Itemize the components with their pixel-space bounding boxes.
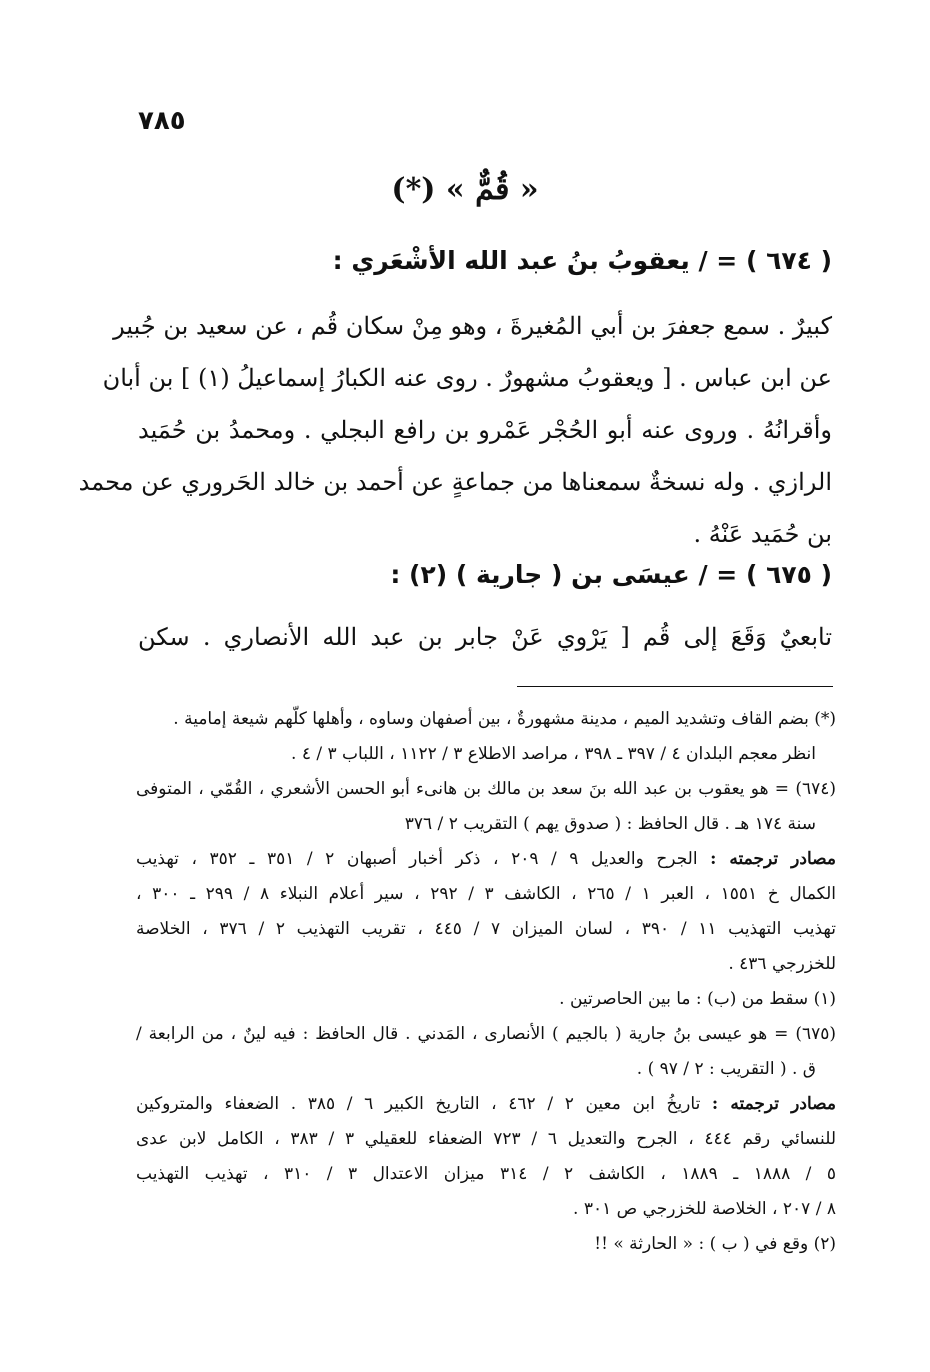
sources-label: مصادر ترجمته : <box>711 1094 836 1114</box>
section-title: « قُمٌّ » (*) <box>391 172 539 207</box>
footnote-line: ق . ( التقريب : ٢ / ٩٧ ) . <box>636 1059 816 1079</box>
footnote-line: الكمال خ ١٥٥١ ، العبر ١ / ٢٦٥ ، الكاشف ٣ / ٢٩٢ ، سير أعلام النبلاء ٨ / ٢٩٩ ـ ٣٠٠ ، <box>136 884 836 904</box>
body-line: عن ابن عباس . [ ويعقوبُ مشهورٌ . روى عنه الكبارُ إسماعيلُ (١) ] بن أبان <box>102 364 832 392</box>
body-line: وأقرانُهُ . وروى عنه أبو الحُجْر عَمْرو بن رافع البجلي . ومحمدُ بن حُمَيد <box>138 416 832 444</box>
footnote-text: تاريخُ ابن معين ٢ / ٤٦٢ ، التاريخ الكبير ٦ / ٣٨٥ . الضعفاء والمتروكين <box>136 1094 712 1114</box>
footnote-line: (٦٧٥) = هو عيسى بنُ جارية ( بالجيم ) الأنصارى ، المَدني . قال الحافظ : فيه لينٌ ، من الرابعة / <box>136 1024 836 1044</box>
footnote-divider <box>517 686 833 687</box>
footnote-line: للخزرجي ٤٣٦ . <box>728 954 836 974</box>
body-line: كبيرٌ . سمع جعفرَ بن أبي المُغيرةَ ، وهو مِنْ سكان قُم ، عن سعيد بن جُبير <box>113 312 832 340</box>
footnote-line: تهذيب التهذيب ١١ / ٣٩٠ ، لسان الميزان ٧ / ٤٤٥ ، تقريب التهذيب ٢ / ٣٧٦ ، الخلاصة <box>136 919 836 939</box>
page-number: ٧٨٥ <box>138 106 186 136</box>
footnote-line <box>136 1087 836 1122</box>
body-line: الرازي . وله نسخةٌ سمعناها من جماعةٍ عن أحمد بن خالد الحَروري عن محمد <box>78 468 832 496</box>
footnote-line: ٥ / ١٨٨٨ ـ ١٨٨٩ ، الكاشف ٢ / ٣١٤ ميزان الاعتدال ٣ / ٣١٠ ، تهذيب التهذيب <box>136 1164 836 1184</box>
footnote-line: (٢) وقع في ( ب ) : « الحارثة » !! <box>594 1234 836 1254</box>
footnote-line: (٦٧٤) = هو يعقوب بن عبد الله بنَ سعد بن مالك بن هانىء أبو الحسن الأشعري ، القُمّي ، المتوفى <box>136 779 836 799</box>
sources-label: مصادر ترجمته : <box>710 849 836 869</box>
footnote-line: ٨ / ٢٠٧ ، الخلاصة للخزرجي ص ٣٠١ . <box>573 1199 836 1219</box>
footnote-line: (١) سقط من (ب) : ما بين الحاصرتين . <box>559 989 836 1009</box>
footnote-line: (*) بضم القاف وتشديد الميم ، مدينة مشهورةٌ ، بين أصفهان وساوه ، وأهلها كلّهم شيعة إمامية . <box>173 709 836 729</box>
entry-body-674 <box>78 300 832 560</box>
footnote-line <box>136 842 836 877</box>
body-line: بن حُمَيد عَنْهُ . <box>693 520 832 548</box>
footnotes <box>136 702 836 1262</box>
entry-heading-674: ( ٦٧٤ ) = / يعقوبُ بنُ عبد الله الأشْعَري : <box>332 246 832 275</box>
footnote-text: الجرح والعديل ٩ / ٢٠٩ ، ذكر أخبار أصبهان ٢ / ٣٥١ ـ ٣٥٢ ، تهذيب <box>136 849 711 869</box>
entry-body-675 <box>138 611 832 663</box>
footnote-line: للنسائي رقم ٤٤٤ ، الجرح والتعديل ٦ / ٧٢٣ الضعفاء للعقيلي ٣ / ٣٨٣ ، الكامل لابن عدى <box>136 1129 836 1149</box>
footnote-line: انظر معجم البلدان ٤ / ٣٩٧ ـ ٣٩٨ ، مراصد الاطلاع ٣ / ١١٢٢ ، اللباب ٣ / ٤ . <box>291 744 816 764</box>
body-line: تابعيٌ وَقَعَ إلى قُم [ يَرْوي عَنْ جابر بن عبد الله الأنصاري . سكن <box>138 623 832 651</box>
entry-heading-675: ( ٦٧٥ ) = / عيسَى بن ( جارية ) (٢) : <box>390 560 832 589</box>
footnote-line: سنة ١٧٤ هـ . قال الحافظ : ( صدوق يهم ) التقريب ٢ / ٣٧٦ <box>404 814 816 834</box>
